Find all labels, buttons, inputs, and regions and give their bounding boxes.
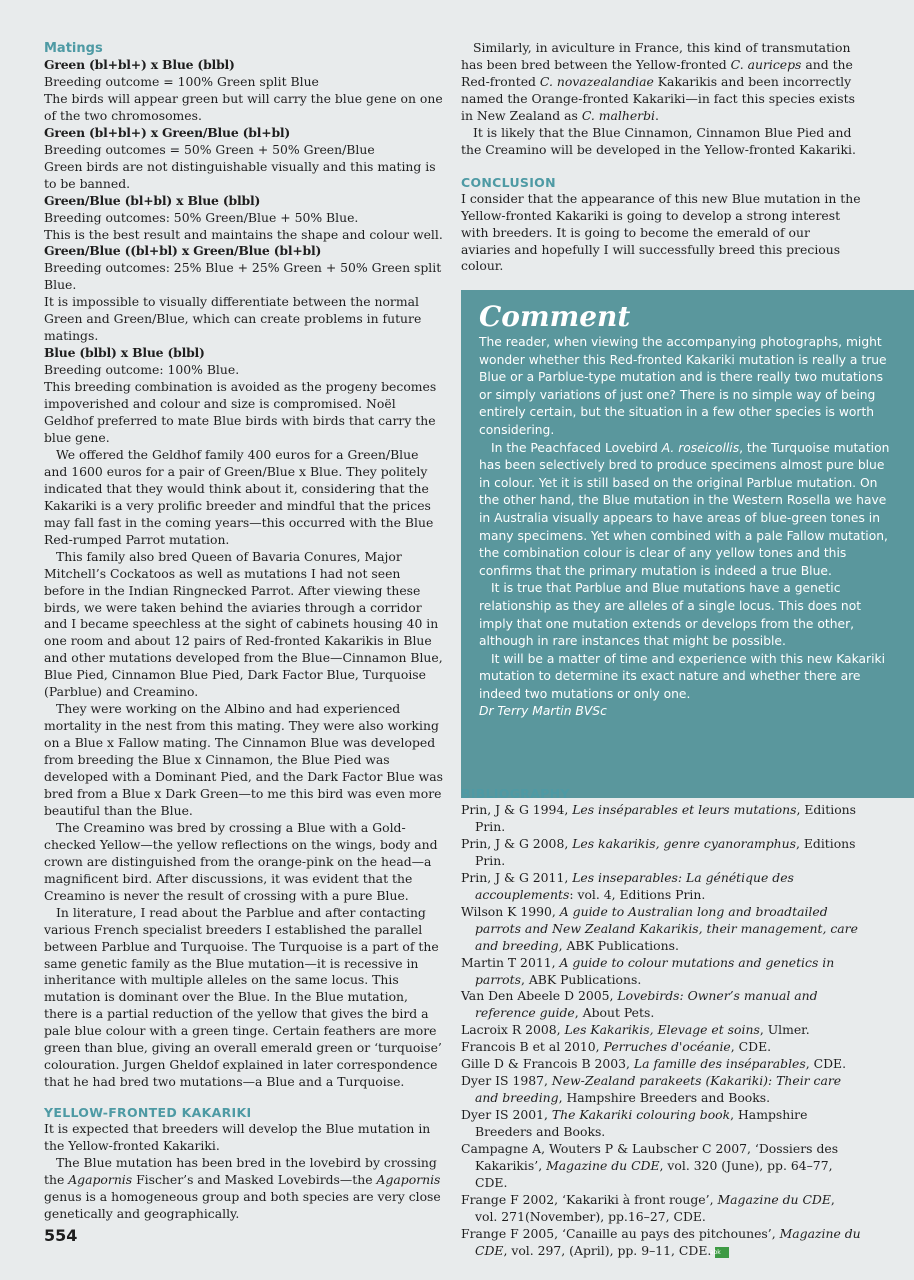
mating-2-title: Green (bl+bl+) x Green/Blue (bl+bl) (44, 124, 291, 140)
mating-4-title: Green/Blue ((bl+bl) x Green/Blue (bl+bl) (44, 243, 322, 259)
mating-2-note: Green birds are not distinguishable visually and this mating is to be banned. (44, 158, 436, 191)
body-paragraph: The Blue mutation has been bred in the lovebird by crossing the Agapornis Fischer’s and Masked Lovebirds—the Agapornis genus is a homogeneous group and both species are very close genetically and geographically. (44, 1155, 441, 1221)
mating-4-outcome: Breeding outcomes: 25% Blue + 25% Green + 50% Green split Blue. (44, 260, 442, 293)
yellow-fronted-kakariki-heading: YELLOW-FRONTED KAKARIKI (44, 1105, 252, 1121)
bibliography-entry: Prin, J & G 1994, Les inséparables et leurs mutations, Editions Prin. (461, 802, 856, 834)
bibliography-entry: Frange F 2002, ‘Kakariki à front rouge’, Magazine du CDE, vol. 271(November), pp.16–27, CDE. (461, 1191, 835, 1224)
bibliography-entry: Francois B et al 2010, Perruches d'océanie, CDE. (461, 1039, 772, 1055)
mating-3-note: This is the best result and maintains the shape and colour well. (44, 226, 443, 242)
body-paragraph: We offered the Geldhof family 400 euros for a Green/Blue and 1600 euros for a pair of Green/Blue x Blue. They politely indicated that they would think about it, considering that the Kakariki is a very prolific breeder and mindful that the prices may fall fast in the coming years—this occurred with the Blue Red-rumped Parrot mutation. (44, 446, 434, 547)
mating-2-outcome: Breeding outcomes = 50% Green + 50% Green/Blue (44, 141, 375, 157)
comment-paragraph: In the Peachfaced Lovebird A. roseicollis, the Turquoise mutation has been selectively bred to produce specimens almost pure blue in colour. Yet it is still based on the original Parblue mutation. On the other hand, the Blue mutation in the Western Rosella we have in Australia visually appears to have areas of blue-green tones in many specimens. Yet when combined with a pale Fallow mutation, the combination colour is clear of any yellow tones and this confirms that the primary mutation is indeed a true Blue. (479, 440, 890, 578)
mating-1-note: The birds will appear green but will carry the blue gene on one of the two chromosomes. (44, 90, 443, 123)
page-number: 554 (44, 1226, 78, 1245)
matings-heading: Matings (44, 41, 103, 56)
abk-logo-icon: abk (715, 1247, 729, 1258)
mating-3-title: Green/Blue (bl+bl) x Blue (blbl) (44, 192, 261, 208)
body-paragraph: The Creamino was bred by crossing a Blue with a Gold-checked Yellow—the yellow reflections on the wings, body and crown are distinguished from the orange-pink on the head—a magnificent bird. After discussions, it was evident that the Creamino is never the result of crossing with a pure Blue. (44, 819, 438, 903)
mating-5-outcome: Breeding outcome: 100% Blue. (44, 362, 240, 378)
bibliography-entry: Frange F 2005, ‘Canaille au pays des pitchounes’, Magazine du CDE, vol. 297, (April), pp. 9–11, CDE. abk (461, 1225, 861, 1258)
comment-signature: Dr Terry Martin BVSc (479, 704, 607, 719)
bibliography-entry: Prin, J & G 2008, Les kakarikis, genre cyanoramphus, Editions Prin. (461, 835, 856, 868)
bibliography-entry: Dyer IS 2001, The Kakariki colouring book, Hampshire Breeders and Books. (461, 1107, 808, 1140)
body-paragraph: Similarly, in aviculture in France, this kind of transmutation has been bred between the Yellow-fronted C. auriceps and the Red-fronted C. novazealandiae Kakarikis and been incorrectly named the Orange-fronted Kakariki—in fact this species exists in New Zealand as C. malherbi. (461, 40, 855, 123)
mating-1-outcome: Breeding outcome = 100% Green split Blue (44, 73, 319, 89)
bibliography-entry: Campagne A, Wouters P & Laubscher C 2007, ‘Dossiers des Kakarikis’, Magazine du CDE, vol. 320 (June), pp. 64–77, CDE. (461, 1141, 839, 1190)
bibliography-entry: Wilson K 1990, A guide to Australian long and broadtailed parrots and New Zealand Kakarikis, their management, care and breeding, ABK Publications. (461, 903, 858, 953)
left-column (44, 40, 444, 1223)
bibliography (461, 785, 861, 1260)
comment-box (461, 290, 914, 798)
mating-4-note: It is impossible to visually differentiate between the normal Green and Green/Blue, which can create problems in future matings. (44, 294, 422, 344)
bibliography-entry: Prin, J & G 2011, Les inseparables: La génétique des accouplements: vol. 4, Editions Prin. (461, 869, 794, 902)
comment-paragraph: It is true that Parblue and Blue mutations have a genetic relationship as they are alleles of a single locus. This does not imply that one mutation extends or develops from the other, although in rare instances that might be possible. (479, 581, 862, 649)
bibliography-entry: Lacroix R 2008, Les Kakarikis, Elevage et soins, Ulmer. (461, 1022, 810, 1038)
bibliography-list (461, 802, 861, 1260)
body-paragraph: This family also bred Queen of Bavaria Conures, Major Mitchell’s Cockatoos as well as mutations I had not seen before in the Indian Ringnecked Parrot. After viewing these birds, we were taken behind the aviaries through a corridor and I became speechless at the sight of cabinets housing 40 in one room and about 12 pairs of Red-fronted Kakarikis in Blue and other mutations developed from the Blue—Cinnamon Blue, Blue Pied, Cinnamon Blue Pied, Dark Factor Blue, Turquoise (Parblue) and Creamino. (44, 548, 443, 700)
body-paragraph: In literature, I read about the Parblue and after contacting various French specialist breeders I established the parallel between Parblue and Turquoise. The Turquoise is a part of the same genetic family as the Blue mutation—it is recessive in inheritance with multiple alleles on the same locus. This mutation is dominant over the Blue. In the Blue mutation, there is a partial reduction of the yellow that gives the bird a pale blue colour with a green tinge. Certain feathers are more green than blue, giving an overall emerald green or ‘turquoise’ colouration. Jurgen Gheldof explained in later correspondence that he had bred two mutations—a Blue and a Turquoise. (44, 904, 442, 1090)
comment-title: Comment (479, 300, 631, 333)
conclusion-heading: CONCLUSION (461, 174, 556, 190)
comment-paragraph: The reader, when viewing the accompanying photographs, might wonder whether this Red-fronted Kakariki mutation is really a true Blue or a Parblue-type mutation and is there really two mutations or simply variations of just one? There is no simple way of being entirely certain, but the situation in a few other species is worth considering. (479, 335, 887, 437)
mating-5-note: This breeding combination is avoided as the progeny becomes impoverished and colour and size is compromised. Noël Geldhof preferred to mate Blue birds with birds that carry the blue gene. (44, 379, 437, 445)
bibliography-entry: Martin T 2011, A guide to colour mutations and genetics in parrots, ABK Publications. (461, 954, 835, 987)
bibliography-heading: BIBLIOGRAPHY (461, 786, 570, 801)
comment-body (479, 334, 894, 721)
mating-3-outcome: Breeding outcomes: 50% Green/Blue + 50% Blue. (44, 209, 359, 225)
bibliography-entry: Dyer IS 1987, New-Zealand parakeets (Kakariki): Their care and breeding, Hampshire Breeders and Books. (461, 1073, 842, 1106)
bibliography-entry: Van Den Abeele D 2005, Lovebirds: Owner’s manual and reference guide, About Pets. (461, 988, 818, 1021)
bibliography-entry: Gille D & Francois B 2003, La famille des inséparables, CDE. (461, 1056, 847, 1072)
mating-5-title: Blue (blbl) x Blue (blbl) (44, 345, 205, 361)
mating-1-title: Green (bl+bl+) x Blue (blbl) (44, 57, 235, 72)
right-column (461, 40, 861, 275)
body-paragraph: They were working on the Albino and had experienced mortality in the nest from this mating. They were also working on a Blue x Fallow mating. The Cinnamon Blue was developed from breeding the Blue x Cinnamon, the Blue Pied was developed with a Dominant Pied, and the Dark Factor Blue was bred from a Blue x Dark Green—to me this bird was even more beautiful than the Blue. (44, 701, 443, 818)
comment-paragraph: It will be a matter of time and experience with this new Kakariki mutation to determine its exact nature and whether there are indeed two mutations or only one. (479, 651, 886, 701)
conclusion-paragraph: I consider that the appearance of this new Blue mutation in the Yellow-fronted Kakariki is going to develop a strong interest with breeders. It is going to become the emerald of our aviaries and hopefully I will successfully breed this precious colour. (461, 190, 861, 274)
body-paragraph: It is expected that breeders will develop the Blue mutation in the Yellow-fronted Kakariki. (44, 1121, 431, 1154)
body-paragraph: It is likely that the Blue Cinnamon, Cinnamon Blue Pied and the Creamino will be developed in the Yellow-fronted Kakariki. (461, 124, 856, 157)
